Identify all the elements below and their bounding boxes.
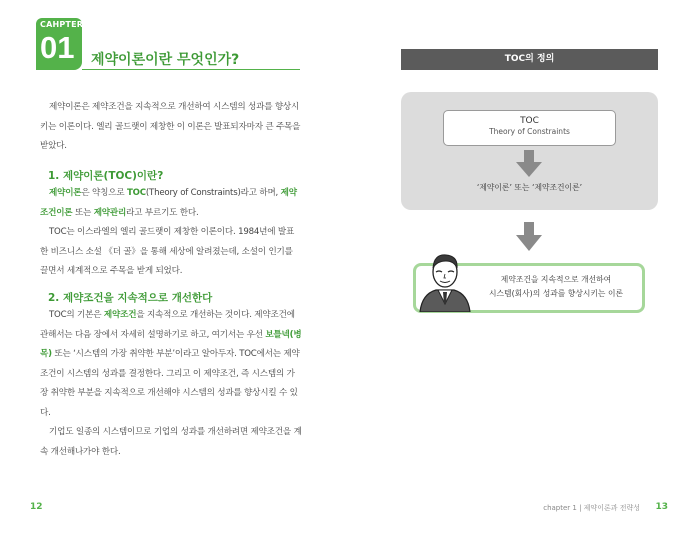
term-toc-abbr: TOC: [127, 188, 146, 198]
section2-heading: 2. 제약조건을 지속적으로 개선한다: [48, 292, 213, 304]
text-run: 을 지속적으로 개선하는 것이다. 제약조건에 관해서는 다음 장에서 자세히 설명하기로 하고, 여기서는 우선: [40, 310, 295, 340]
section1-paragraph1: [40, 184, 302, 223]
toc-box: [443, 110, 616, 146]
term-constraint-management: 제약관리: [93, 207, 127, 218]
intro-paragraph: [40, 98, 302, 157]
toc-box-title: TOC: [520, 116, 539, 126]
section2-paragraph1: [40, 306, 302, 423]
diagram-header: TOC의 정의: [401, 49, 658, 70]
section2-body: [40, 306, 302, 462]
page-number-left: 12: [30, 502, 43, 512]
down-arrow-icon: [514, 150, 544, 178]
chapter-number: 01: [40, 30, 75, 65]
person-illustration-icon: [416, 248, 474, 312]
text-run: 또는 ‘시스템의 가장 취약한 부분’이라고 알아두자. TOC에서는 제약조건이 시스템의 성과를 결정한다. 그리고 이 제약조건, 즉 시스템의 가장 취약한 부분을 지속적으로 개선해야 시스템의 성과를 향상시킬 수 있다.: [40, 349, 300, 418]
page-number-right: 13: [655, 502, 668, 512]
term-bottleneck: 보틀넥(병목): [40, 329, 302, 359]
running-title: chapter 1 | 제약이론과 전략성: [543, 504, 640, 512]
definition-text: [470, 273, 642, 301]
toc-box-subtitle: Theory of Constraints: [489, 127, 570, 136]
section2-paragraph2: 기업도 일종의 시스템이므로 기업의 성과를 개선하려면 제약조건을 계속 개선해나가야 한다.: [40, 427, 302, 457]
section1-body: [40, 184, 302, 282]
toc-alias: ‘제약이론’ 또는 ‘제약조건이론’: [476, 183, 583, 192]
chapter-title: 제약이론이란 무엇인가?: [91, 52, 240, 68]
text-run: 또는: [72, 207, 94, 218]
text-run: 라고 부르기도 한다.: [126, 207, 199, 218]
section1-paragraph2: TOC는 이스라엘의 엘리 골드랫이 제창한 이론이다. 1984년에 발표한 비즈니스 소설 《더 골》을 통해 세상에 알려졌는데, 소설이 인기를 끌면서 세계적으로 주목을 받게 되었다.: [40, 227, 295, 276]
chapter-title-rule: [82, 69, 300, 70]
term-constraint-theory: 제약조건이론: [40, 188, 297, 218]
down-arrow-icon: [514, 222, 544, 252]
definition-line2: 시스템(회사)의 성과를 향상시키는 이론: [488, 289, 624, 298]
text-run: 은 약칭으로: [81, 188, 127, 198]
intro-text: 제약이론은 제약조건을 지속적으로 개선하여 시스템의 성과를 향상시키는 이론이다. 엘리 골드랫이 제창한 이 이론은 발표되자마자 큰 주목을 받았다.: [40, 102, 301, 151]
text-run: (Theory of Constraints)라고 하며,: [145, 188, 281, 198]
term-constraint: 제약조건: [103, 310, 137, 320]
definition-line1: 제약조건을 지속적으로 개선하여: [500, 275, 612, 284]
section1-heading: 1. 제약이론(TOC)이란?: [48, 170, 164, 182]
text-run: TOC의 기본은: [49, 310, 104, 320]
term-toc: 제약이론: [49, 188, 82, 198]
chapter-label: CAHPTER 1: [40, 20, 92, 29]
